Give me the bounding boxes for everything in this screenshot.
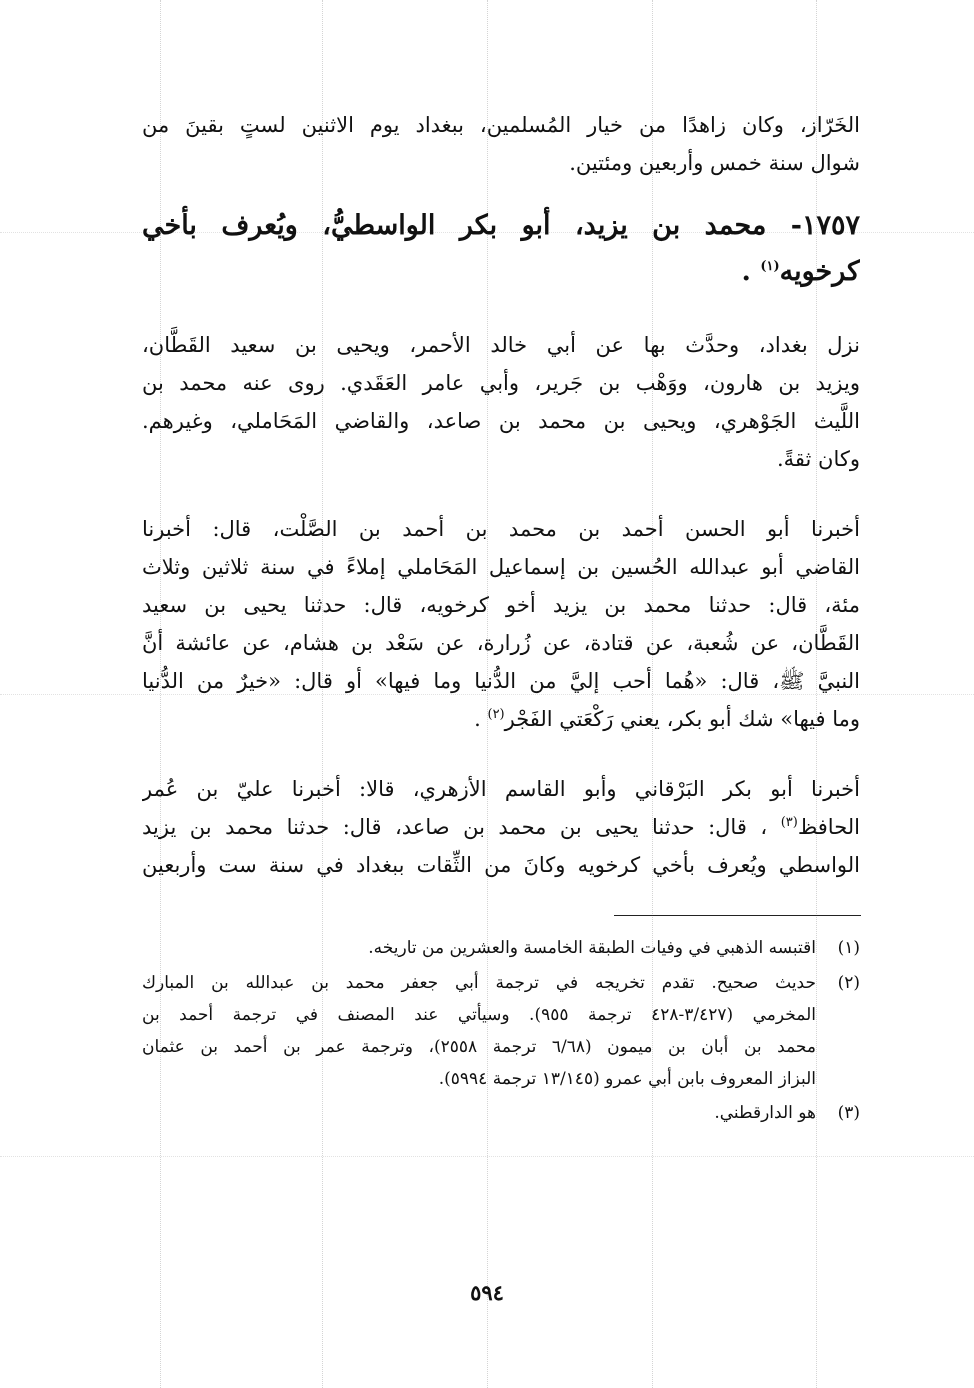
entry-heading (142, 203, 860, 295)
text-line: نزل بغداد، وحدَّث بها عن أبي خالد الأحمر، ويحيى بن سعيد القَطَّان، (142, 333, 860, 357)
hadith-paragraph (142, 510, 860, 738)
text-line: النبيَّ ﷺ، قال: «هُما أحب إليَّ من الدُّنيا وما فيها» أو قال: «خيرٌ من الدُّنيا (142, 669, 860, 693)
footnotes (142, 932, 860, 1132)
text-line: أخبرنا أبو الحسن أحمد بن محمد بن أحمد بن الصَّلْت، قال: أخبرنا (142, 517, 860, 541)
footnote-line: اقتبسه الذهبي في وفيات الطبقة الخامسة والعشرين من تاريخه. (368, 938, 816, 958)
text-line: القَطَّان، عن شُعبة، عن قتادة، عن زُرارة، عن سَعْد بن هشام، عن عائشة أنَّ (142, 631, 860, 655)
grid-line (0, 1156, 974, 1157)
page-number: ٥٩٤ (470, 1280, 504, 1305)
heading-line: ١٧٥٧- محمد بن يزيد، أبو بكر الواسطيُّ، ويُعرف بأخي (142, 210, 860, 241)
footnote-body (142, 932, 816, 965)
heading-line: كرخويه$^{(١)}$ . (741, 256, 860, 287)
footnote-line: هو الدارقطني. (714, 1103, 816, 1123)
footnote-marker: (٣) (837, 1103, 860, 1123)
text-line: مئة، قال: حدثنا محمد بن يزيد أخو كرخويه، قال: حدثنا يحيى بن سعيد (142, 593, 860, 617)
biography-paragraph (142, 326, 860, 478)
footnote-ref[interactable]: (١) (760, 259, 780, 274)
paragraph-continuation (142, 106, 860, 182)
footnote-1 (142, 932, 860, 965)
text-line: الخَرّاز، وكان زاهدًا من خيار المُسلمين، ببغداد يوم الاثنين لستٍ بقينَ من (142, 113, 860, 137)
text-line: شوال سنة خمس وأربعين ومئتين. (569, 151, 860, 175)
footnote-line: البزاز المعروف بابن أبي عمرو (١٣/١٤٥ ترجمة ٥٩٩٤). (438, 1069, 816, 1089)
text-line: الواسطي ويُعرف بأخي كرخويه وكانَ من الثِّقات ببغداد في سنة ست وأربعين (142, 853, 860, 877)
footnote-line: محمد بن أبان بن ميمون (٦/٦٨ ترجمة ٢٥٥٨)، وترجمة عمر بن أحمد بن عثمان (142, 1037, 816, 1057)
text-line: أخبرنا أبو بكر البَرْقاني وأبو القاسم الأزهري، قالا: أخبرنا عليّ بن عُمر (142, 777, 860, 801)
footnote-ref[interactable]: (٢) (487, 707, 505, 722)
footnote-ref[interactable]: (٣) (780, 815, 798, 830)
footnote-body (142, 1097, 816, 1130)
heading-text: كرخويه (779, 256, 860, 287)
text-line: اللَّيث الجَوْهري، ويحيى بن محمد بن صاعد، والقاضي المَحَاملي، وغيرهم. (142, 409, 860, 433)
text-line: وكان ثقةً. (776, 447, 860, 471)
footnote-marker: (٢) (837, 973, 860, 993)
text-line: ويزيد بن هارون، ووَهْب بن جَرير، وأبي عامر العَقَدي. روى عنه محمد بن (142, 371, 860, 395)
footnote-separator (614, 915, 861, 916)
footnote-2 (142, 967, 860, 1095)
footnote-3 (142, 1097, 860, 1130)
footnote-line: المخرمي (٣/٤٢٧-٤٢٨ ترجمة ٩٥٥). وسيأتي عند المصنف في ترجمة أحمد بن (142, 1005, 816, 1025)
text-line (142, 808, 860, 846)
text-line: وما فيها» شك أبو بكر، يعني رَكْعَتي الفَجْر$^{(٢)}$ . (474, 707, 860, 731)
line-text: الحافظ (797, 815, 860, 839)
text-line: القاضي أبو عبدالله الحُسين بن إسماعيل المَحَاملي إملاءً في سنة ثلاثين وثلاث (142, 555, 860, 579)
footnote-line: حديث صحيح. تقدم تخريجه في ترجمة أبي جعفر محمد بن عبدالله بن المبارك (142, 973, 816, 993)
isnad-paragraph (142, 770, 860, 884)
line-text: وما فيها» شك أبو بكر، يعني رَكْعَتي الفَجْر (504, 707, 860, 731)
line-text: ، قال: حدثنا يحيى بن محمد بن صاعد، قال: حدثنا محمد بن يزيد (142, 815, 768, 839)
footnote-body (142, 967, 816, 1095)
footnote-marker: (١) (837, 938, 860, 958)
